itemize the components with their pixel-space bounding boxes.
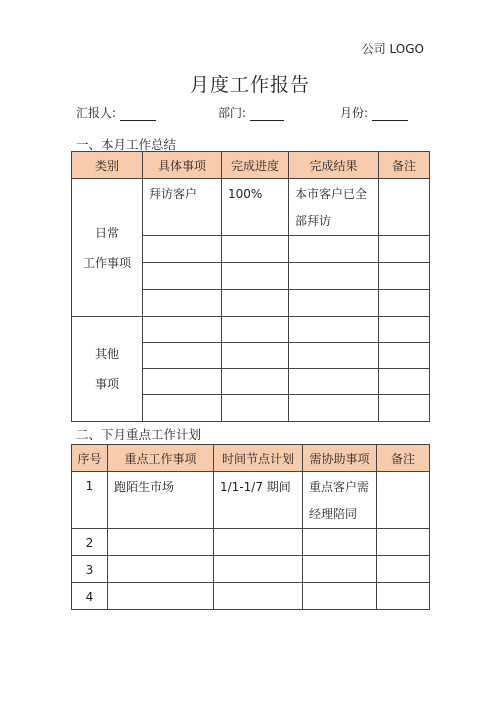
section1-heading: 一、本月工作总结 [76,137,177,152]
table-cell[interactable] [222,395,289,422]
row-number-text: 3 [85,563,94,577]
month-label: 月份: [340,106,369,120]
category-label: 其他 [94,347,119,361]
reporter-label: 汇报人: [76,106,117,120]
table-cell[interactable] [377,583,430,610]
table-cell[interactable] [108,529,214,556]
row-number-text: 4 [85,590,94,604]
table-cell[interactable] [214,472,303,529]
department-blank[interactable] [250,108,284,121]
table-cell[interactable] [289,317,379,343]
column-header: 需协助事项 [303,445,377,472]
table-cell[interactable] [303,529,377,556]
table-cell[interactable] [289,343,379,369]
table-cell[interactable] [303,556,377,583]
row-number-text: 1 [85,479,94,493]
month-blank[interactable] [372,108,408,121]
table-cell[interactable] [289,395,379,422]
table-cell[interactable] [377,556,430,583]
next-month-plan-table [71,444,430,610]
table-cell[interactable] [379,369,430,395]
cell-text: 1/1-1/7 期间 [220,480,291,494]
table-cell[interactable] [108,556,214,583]
table-cell[interactable] [379,317,430,343]
column-header: 备注 [377,445,430,472]
cell-text: 跑陌生市场 [114,480,175,494]
table-cell[interactable] [214,556,303,583]
table-cell[interactable] [214,529,303,556]
table-cell[interactable] [108,472,214,529]
table-cell[interactable] [303,583,377,610]
table-cell[interactable] [379,290,430,317]
table-cell[interactable] [143,369,222,395]
table-cell[interactable] [303,472,377,529]
section2-heading: 二、下月重点工作计划 [76,427,202,442]
table-cell[interactable] [143,236,222,263]
column-header: 备注 [379,152,430,179]
category-cell-other [72,317,143,422]
table-cell[interactable] [377,529,430,556]
category-label: 工作事项 [82,255,131,270]
table-cell[interactable] [222,343,289,369]
table-cell[interactable] [379,179,430,236]
table-cell[interactable] [289,369,379,395]
department-field[interactable] [218,104,284,121]
cell-text [377,466,429,474]
table-cell[interactable] [289,179,379,236]
row-number [72,583,108,610]
table-cell[interactable] [222,263,289,290]
category-cell-daily [72,179,143,317]
cell-text: 拜访客户 [149,187,198,201]
cell-text: 本市客户已全部拜访 [295,187,368,228]
column-header: 类别 [72,152,143,179]
cell-text [379,173,429,181]
table-cell[interactable] [289,290,379,317]
table-cell[interactable] [379,236,430,263]
work-summary-table [71,151,430,422]
cell-text: 100% [228,187,263,201]
table-cell[interactable] [222,236,289,263]
table-cell[interactable] [222,290,289,317]
row-number-text: 2 [85,536,94,550]
table-cell[interactable] [222,369,289,395]
row-number [72,529,108,556]
table-cell[interactable] [222,317,289,343]
reporter-blank[interactable] [120,108,156,121]
table-cell[interactable] [377,472,430,529]
column-header: 具体事项 [143,152,222,179]
table-cell[interactable] [143,343,222,369]
table-cell[interactable] [379,343,430,369]
column-header: 时间节点计划 [214,445,303,472]
department-label: 部门: [218,106,247,120]
column-header: 完成结果 [289,152,379,179]
company-logo: 公司 LOGO [361,42,424,56]
row-number [72,472,108,529]
category-label: 日常 [94,225,119,240]
table-cell[interactable] [379,395,430,422]
table-cell[interactable] [289,263,379,290]
table-cell[interactable] [143,317,222,343]
table-cell[interactable] [143,179,222,236]
month-field[interactable] [340,104,408,121]
cell-text: 重点客户需经理陪同 [309,480,370,521]
table-cell[interactable] [214,583,303,610]
column-header: 重点工作事项 [108,445,214,472]
table-cell[interactable] [143,395,222,422]
table-cell[interactable] [289,236,379,263]
category-label: 事项 [94,377,119,391]
table-cell[interactable] [222,179,289,236]
table-cell[interactable] [379,263,430,290]
table-cell[interactable] [143,263,222,290]
table-cell[interactable] [143,290,222,317]
column-header: 序号 [72,445,108,472]
column-header: 完成进度 [222,152,289,179]
table-cell[interactable] [108,583,214,610]
page-title: 月度工作报告 [189,74,310,96]
row-number [72,556,108,583]
reporter-field[interactable] [76,104,156,121]
